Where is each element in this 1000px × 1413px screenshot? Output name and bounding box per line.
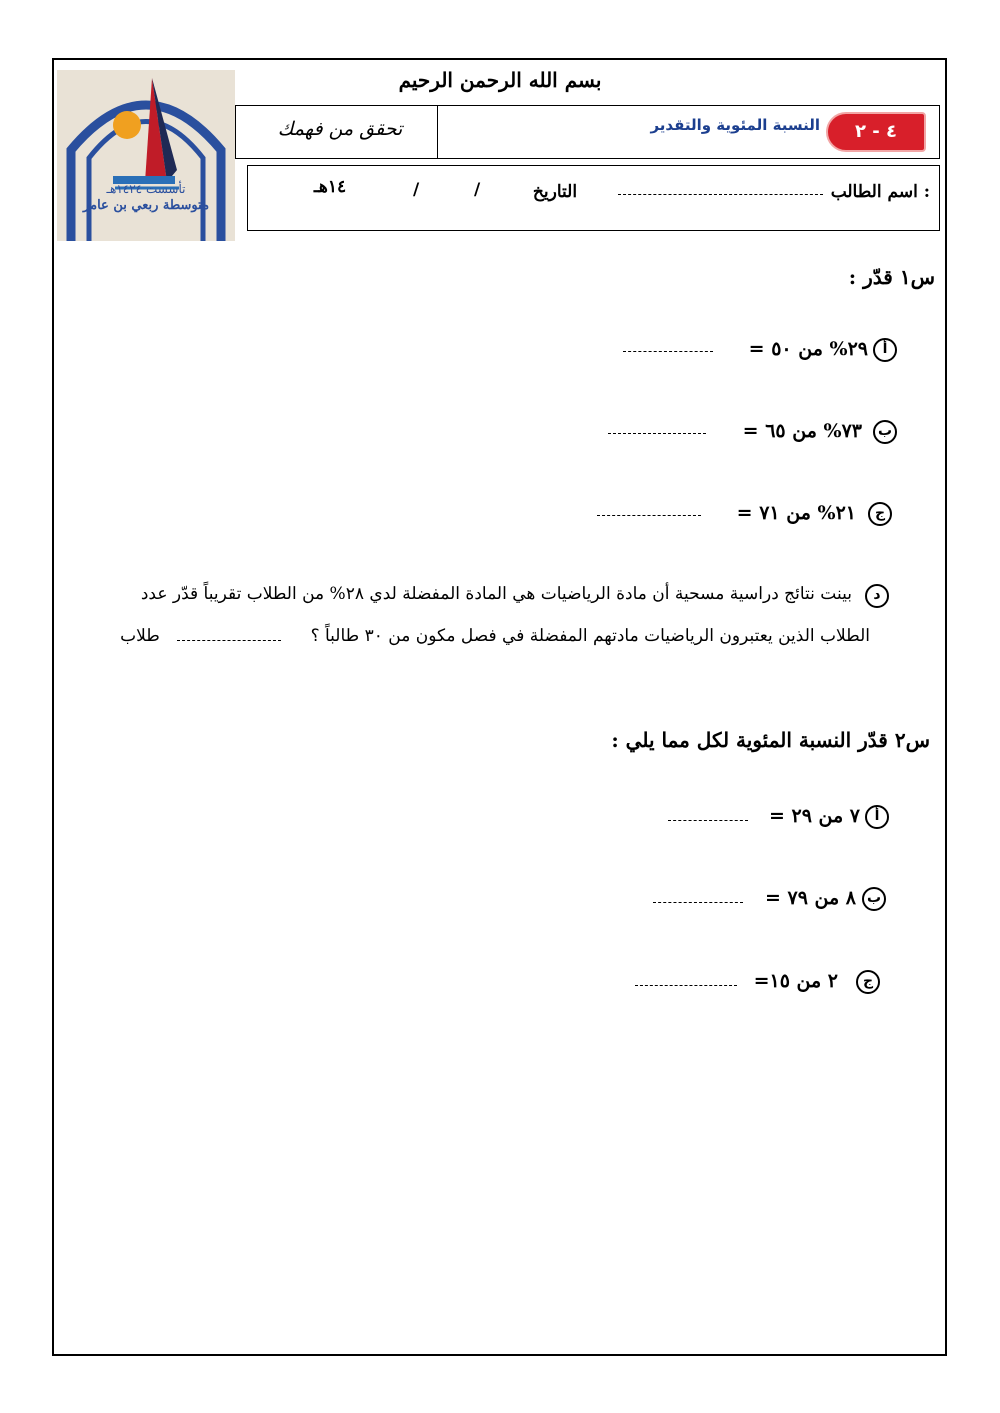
date-slash: / xyxy=(474,180,481,200)
logo-founded-text: تأسست ١٤٢٤هـ xyxy=(106,182,186,196)
question-2-item-b: ٨ من ٧٩ = xyxy=(764,887,856,909)
answer-blank[interactable] xyxy=(623,351,713,352)
question-1-item-b: ٧٣% من ٦٥ = xyxy=(742,420,862,442)
answer-blank[interactable] xyxy=(668,820,748,821)
student-name-label: اسم الطالب : xyxy=(830,182,930,202)
answer-blank[interactable] xyxy=(608,433,706,434)
logo-school-name: متوسطة ربعي بن عامر xyxy=(82,198,210,213)
date-slash: / xyxy=(413,180,420,200)
date-year: ١٤هـ xyxy=(313,177,347,197)
question-2-item-c: ٢ من ١٥= xyxy=(753,970,838,992)
lesson-number-badge: ٤ - ٢ xyxy=(826,112,926,152)
answer-blank[interactable] xyxy=(597,515,701,516)
header-divider xyxy=(437,105,438,159)
item-marker: ج xyxy=(856,970,880,994)
question-1-item-c: ٢١% من ٧١ = xyxy=(736,502,856,524)
question-1-heading: س١ قدّر : xyxy=(848,265,935,289)
school-logo xyxy=(57,70,235,241)
basmala: بسم الله الرحمن الرحيم xyxy=(398,68,602,92)
question-2-heading: س٢ قدّر النسبة المئوية لكل مما يلي : xyxy=(611,728,930,752)
item-marker: ب xyxy=(873,420,897,444)
item-marker: ج xyxy=(868,502,892,526)
answer-blank[interactable] xyxy=(653,902,743,903)
word-problem-line-2: الطلاب الذين يعتبرون الرياضيات مادتهم المفضلة في فصل مكون من ٣٠ طالباً ؟ xyxy=(310,626,870,646)
question-2-item-a: ٧ من ٢٩ = xyxy=(768,805,860,827)
answer-blank[interactable] xyxy=(635,985,737,986)
item-marker: ب xyxy=(862,887,886,911)
word-problem-line-1: بينت نتائج دراسية مسحية أن مادة الرياضيات هي المادة المفضلة لدي ٢٨% من الطلاب تقريباً قدّر عدد xyxy=(140,584,852,604)
item-marker: أ xyxy=(865,805,889,829)
lesson-title: النسبة المئوية والتقدير xyxy=(650,116,820,134)
page-border xyxy=(52,58,947,1356)
item-marker: أ xyxy=(873,338,897,362)
answer-blank[interactable] xyxy=(177,640,281,641)
date-label: التاريخ xyxy=(532,182,578,202)
check-understanding-label: تحقق من فهمك xyxy=(277,118,403,140)
word-problem-unit: طلاب xyxy=(120,626,160,646)
student-name-blank[interactable] xyxy=(618,194,823,195)
question-1-item-a: ٢٩% من ٥٠ = xyxy=(748,338,868,360)
item-marker: د xyxy=(865,584,889,608)
